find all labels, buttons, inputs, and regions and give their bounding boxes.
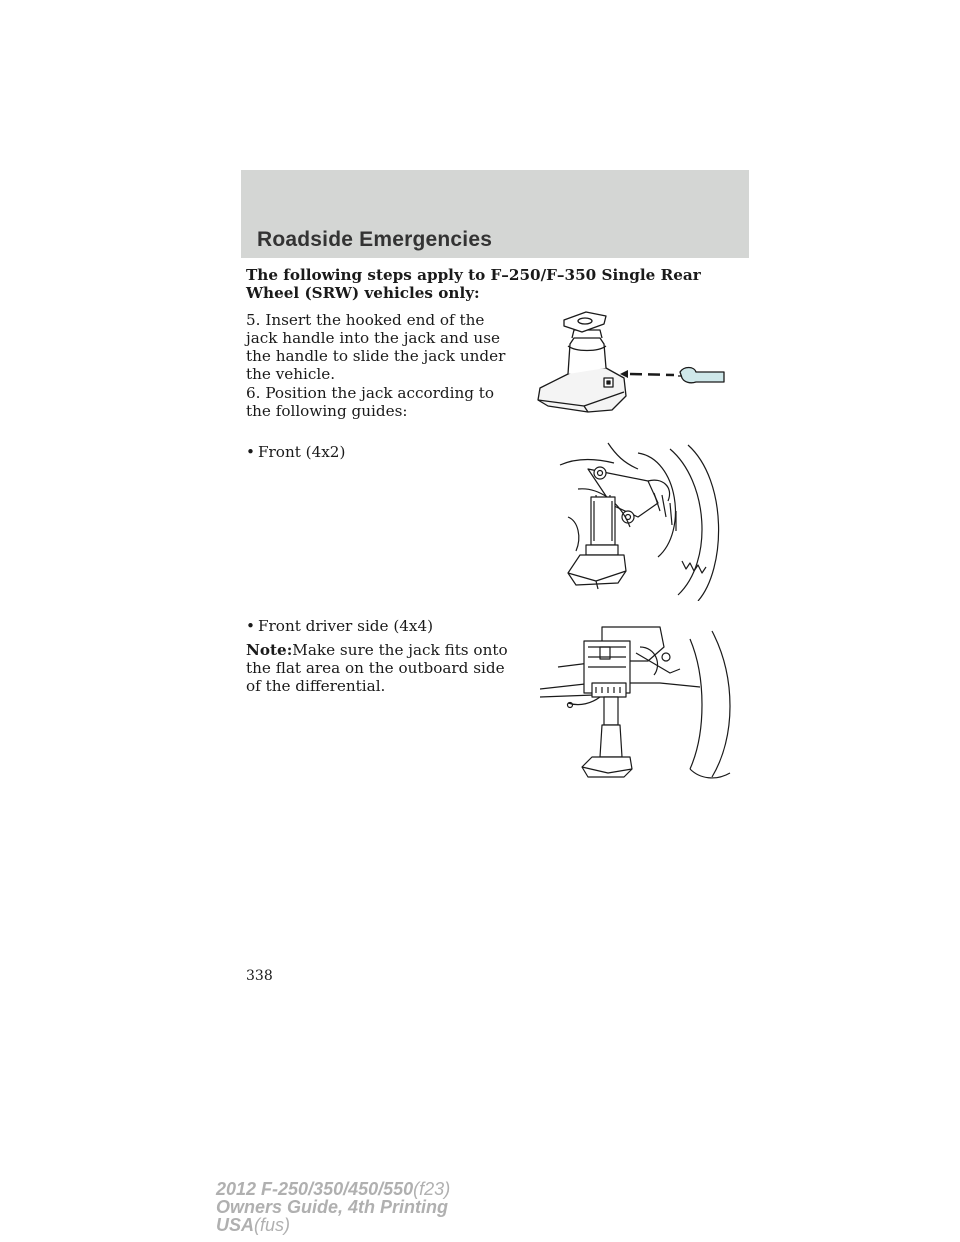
footer-market-code: (fus) bbox=[254, 1215, 291, 1235]
footer-guide-edition: Owners Guide, 4th Printing bbox=[216, 1197, 449, 1217]
footer-market: USA bbox=[216, 1215, 255, 1235]
front-4x2-jack-position-illustration bbox=[558, 441, 728, 601]
jack-with-handle-illustration bbox=[528, 308, 734, 420]
bullet-label: Front driver side (4x4) bbox=[258, 617, 434, 635]
step-6-text: 6. Position the jack according to the following guides: bbox=[246, 384, 495, 420]
bullet-front-4x4 bbox=[246, 617, 433, 635]
note-text: Make sure the jack fits onto the flat area on the outboard side of the differential. bbox=[246, 641, 508, 695]
step-5-text: 5. Insert the hooked end of the jack handle into the jack and use the handle to slide the jack under the vehicle. bbox=[246, 311, 506, 383]
footer-model: 2012 F-250/350/450/550 bbox=[216, 1179, 414, 1199]
bullet-symbol: • bbox=[246, 617, 255, 635]
section-title: Roadside Emergencies bbox=[257, 228, 493, 251]
footer-model-code: (f23) bbox=[413, 1179, 451, 1199]
front-4x4-jack-position-illustration bbox=[540, 617, 736, 783]
page-number: 338 bbox=[246, 968, 273, 984]
intro-text: The following steps apply to F–250/F–350 Single Rear Wheel (SRW) vehicles only: bbox=[246, 266, 701, 302]
document-footer bbox=[216, 1180, 450, 1234]
bullet-symbol: • bbox=[246, 443, 255, 461]
bullet-front-4x2 bbox=[246, 443, 345, 461]
note-label: Note: bbox=[246, 641, 293, 659]
bullet-label: Front (4x2) bbox=[258, 443, 346, 461]
note-paragraph bbox=[246, 641, 511, 695]
